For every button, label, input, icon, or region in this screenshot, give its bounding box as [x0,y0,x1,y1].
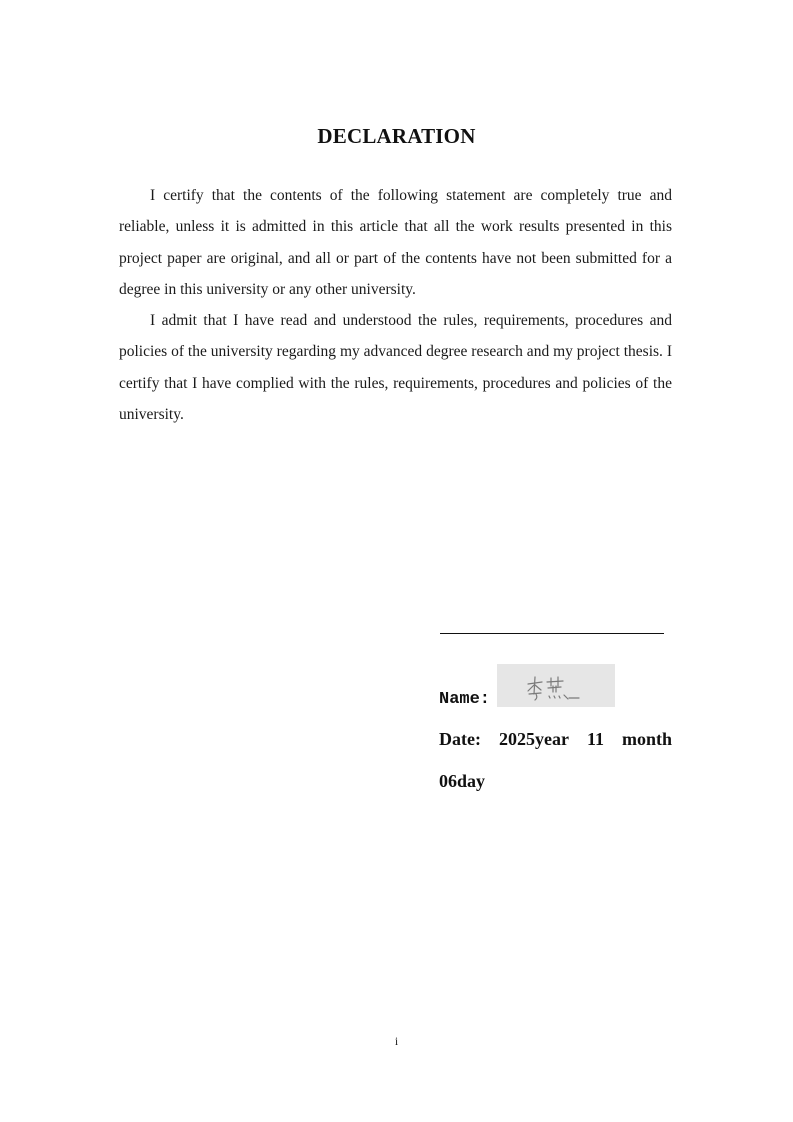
signature-strokes-icon [497,664,615,707]
date-day: 06day [439,771,486,791]
date-month-word: month [621,729,672,749]
page-title: DECLARATION [317,124,476,148]
declaration-paragraph: I admit that I have read and understood the rules, requirements, procedures and policies of the university regarding my advanced degree research and my project thesis. I certify that I have complied with the rules, requirements, procedures and policies of the university. [119,312,672,424]
date-month-number: 11 [586,729,604,749]
date-label: Date: [439,729,481,749]
signature-line [440,633,664,634]
declaration-body [119,180,672,430]
name-label: Name: [439,690,491,709]
date-year: 2025year [498,729,569,749]
date-line [439,729,672,750]
declaration-paragraph: I certify that the contents of the following statement are completely true and reliable, unless it is admitted in this article that all the work results presented in this project paper are original, and all or part of the contents have not been submitted for a degree in this university or any other university. [119,187,672,298]
page-number: i [394,1034,399,1048]
handwritten-signature [497,664,615,707]
